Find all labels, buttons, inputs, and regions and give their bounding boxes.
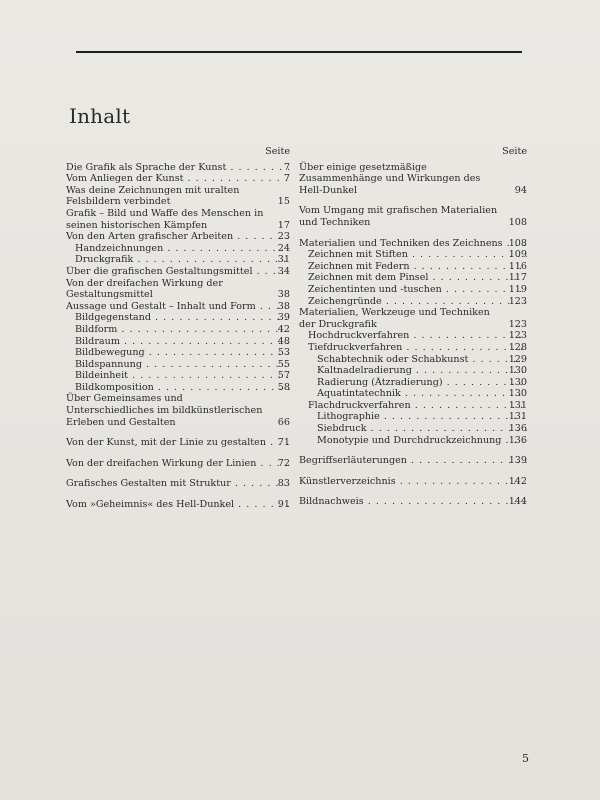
toc-entry-page: 123	[508, 295, 527, 307]
toc-entry-title: Zeichnen mit dem Pinsel . . .	[308, 272, 527, 284]
toc-entry-title: Bildkomposition . . .	[75, 382, 290, 394]
toc-entry	[66, 243, 290, 255]
toc-entry	[299, 249, 527, 261]
page-number: 5	[522, 752, 529, 765]
toc-entry-title: Zeichentinten und -tuschen . . .	[308, 284, 527, 296]
toc-entry-title: Was deine Zeichnungen mit uralten Felsbildern verbindet	[66, 184, 240, 208]
toc-entry-title: Die Grafik als Sprache der Kunst . . .	[66, 162, 290, 174]
toc-entry-page: 130	[508, 376, 527, 388]
toc-entry-title: Kaltnadelradierung . . .	[317, 365, 527, 377]
toc-entry-page: 144	[508, 496, 527, 508]
toc-entry	[299, 400, 527, 412]
toc-entry-title: Bildgegenstand . . .	[75, 312, 290, 324]
toc-entry-page: 34	[277, 265, 290, 277]
toc-entry-title: Siebdruck . . .	[317, 423, 527, 435]
toc-entry	[66, 499, 290, 511]
toc-entry-title: Lithographie . . .	[317, 411, 527, 423]
toc-entry-page: 131	[508, 411, 527, 423]
toc-entry	[299, 435, 527, 447]
toc-entry	[299, 238, 527, 250]
toc-entry-page: 58	[277, 381, 290, 393]
toc-spacer	[299, 487, 527, 496]
toc-entry-page: 42	[277, 323, 290, 335]
toc-entry	[66, 231, 290, 243]
toc-entry	[299, 296, 527, 308]
toc-entry	[299, 423, 527, 435]
toc-entry-title: Aquatintatechnik . . .	[317, 388, 527, 400]
toc-entry-page: 131	[508, 399, 527, 411]
seite-header-left: Seite	[265, 146, 290, 157]
toc-entry	[66, 478, 290, 490]
toc-spacer	[66, 469, 290, 478]
toc-entry	[66, 393, 290, 428]
toc-entry-page: 24	[277, 242, 290, 254]
toc-entry-title: Grafisches Gestalten mit Struktur . . .	[66, 478, 290, 490]
top-rule	[76, 51, 522, 53]
toc-entry-page: 57	[277, 370, 290, 382]
toc-entry-title: Von der dreifachen Wirkung der Linien . . .	[66, 458, 290, 470]
toc-entry-title: Flachdruckverfahren . . .	[308, 400, 527, 412]
toc-entry-title: Vom Anliegen der Kunst . . .	[66, 173, 290, 185]
toc-entry	[299, 365, 527, 377]
toc-entry-page: 15	[277, 196, 290, 208]
toc-entry	[66, 173, 290, 185]
toc-entry-page: 123	[508, 330, 527, 342]
toc-entry-page: 55	[277, 358, 290, 370]
toc-entry-title: Radierung (Ätzradierung) . . .	[317, 377, 527, 389]
toc-entry-page: 108	[508, 216, 527, 228]
toc-entry-title: Materialien und Techniken des Zeichnens . . .	[299, 238, 527, 250]
toc-entry	[66, 324, 290, 336]
toc-entry-page: 31	[277, 254, 290, 266]
toc-entry-page: 128	[508, 341, 527, 353]
toc-entry-page: 66	[277, 416, 290, 428]
toc-entry-title: Bildraum . . .	[75, 336, 290, 348]
toc-entry-page: 71	[277, 437, 290, 449]
toc-entry-title: Bildnachweis . . .	[299, 496, 527, 508]
toc-entry-title: Monotypie und Durchdruckzeichnung . . .	[317, 435, 527, 447]
toc-entry	[66, 162, 290, 174]
toc-entry-title: Aussage und Gestalt – Inhalt und Form . . .	[66, 301, 290, 313]
toc-entry-title: Bildbewegung . . .	[75, 347, 290, 359]
toc-entry-page: 142	[508, 475, 527, 487]
toc-spacer	[66, 428, 290, 437]
toc-entry-page: 130	[508, 365, 527, 377]
toc-entry-title: Von der Kunst, mit der Linie zu gestalten . . .	[66, 437, 290, 449]
toc-entry-title: Bildeinheit . . .	[75, 370, 290, 382]
toc-left-column	[66, 146, 290, 511]
toc-entry	[299, 284, 527, 296]
toc-entry-page: 39	[277, 312, 290, 324]
toc-entry-title: Materialien, Werkzeuge und Techniken der Druckgrafik	[299, 307, 490, 330]
toc-entry-page: 83	[277, 478, 290, 490]
toc-entry-page: 116	[508, 260, 527, 272]
toc-entry	[299, 455, 527, 467]
toc-entry-title: Vom »Geheimnis« des Hell-Dunkel . . .	[66, 499, 290, 511]
toc-entry-title: Zeichnen mit Federn . . .	[308, 261, 527, 273]
toc-right-column	[299, 146, 527, 508]
toc-entry-title: Bildspannung . . .	[75, 359, 290, 371]
toc-entry-page: 109	[508, 249, 527, 261]
toc-entry	[66, 359, 290, 371]
toc-entry-page: 53	[277, 347, 290, 359]
toc-entry-page: 119	[508, 283, 527, 295]
toc-entry-page: 23	[277, 231, 290, 243]
toc-entry	[66, 336, 290, 348]
toc-entry-title: Von der dreifachen Wirkung der Gestaltungsmittel	[66, 277, 223, 301]
toc-entry	[299, 261, 527, 273]
toc-entry-title: Grafik – Bild und Waffe des Menschen in seinen historischen Kämpfen	[66, 207, 264, 231]
toc-entry-title: Künstlerverzeichnis . . .	[299, 476, 527, 488]
toc-entry	[66, 458, 290, 470]
toc-entry	[66, 208, 290, 231]
toc-entry	[66, 382, 290, 394]
toc-entry-page: 17	[277, 219, 290, 231]
toc-entry	[299, 342, 527, 354]
toc-entry-title: Über die grafischen Gestaltungsmittel . . .	[66, 266, 290, 278]
toc-entry-title: Hochdruckverfahren . . .	[308, 330, 527, 342]
toc-spacer	[299, 229, 527, 238]
toc-entry-page: 136	[508, 423, 527, 435]
toc-entry-title: Bildform . . .	[75, 324, 290, 336]
toc-entry	[66, 278, 290, 301]
toc-entry-page: 91	[277, 499, 290, 511]
toc-entry	[66, 437, 290, 449]
toc-entry	[299, 411, 527, 423]
toc-entry-page: 123	[508, 318, 527, 330]
toc-spacer	[299, 467, 527, 476]
toc-spacer	[66, 490, 290, 499]
toc-entry	[66, 254, 290, 266]
toc-entry-page: 7	[283, 173, 290, 185]
toc-entry	[299, 476, 527, 488]
toc-entry-title: Zeichnen mit Stiften . . .	[308, 249, 527, 261]
toc-entry-page: 72	[277, 457, 290, 469]
toc-entry-title: Vom Umgang mit grafischen Materialien und Techniken	[299, 205, 498, 228]
toc-entry-page: 38	[277, 289, 290, 301]
toc-entry-title: Tiefdruckverfahren . . .	[308, 342, 527, 354]
toc-entry-title: Zeichengründe . . .	[308, 296, 527, 308]
toc-entry-page: 48	[277, 335, 290, 347]
toc-entry-page: 136	[508, 434, 527, 446]
toc-entry	[299, 307, 527, 330]
toc-entry-page: 108	[508, 237, 527, 249]
toc-entry	[299, 388, 527, 400]
toc-entry-title: Handzeichnungen . . .	[75, 243, 290, 255]
toc-entry	[299, 330, 527, 342]
toc-entry-title: Schabtechnik oder Schabkunst . . .	[317, 354, 527, 366]
toc-entry-title: Über einige gesetzmäßige Zusammenhänge und Wirkungen des Hell-Dunkel	[299, 161, 481, 196]
toc-spacer	[299, 196, 527, 205]
toc-entry-page: 38	[277, 300, 290, 312]
seite-header-right: Seite	[502, 146, 527, 157]
toc-entry	[299, 205, 527, 228]
toc-entry-title: Druckgrafik . . .	[75, 254, 290, 266]
toc-entry-page: 129	[508, 353, 527, 365]
toc-spacer	[66, 449, 290, 458]
toc-entry	[66, 370, 290, 382]
toc-entry-title: Begriffserläuterungen . . .	[299, 455, 527, 467]
toc-entry	[299, 162, 527, 197]
toc-entry	[66, 312, 290, 324]
toc-entry-page: 7	[283, 161, 290, 173]
toc-entry-title: Über Gemeinsames und Unterschiedliches im bildkünstlerischen Erleben und Gestalten	[66, 393, 263, 428]
toc-entry	[299, 377, 527, 389]
toc-entry	[299, 272, 527, 284]
toc-entry-page: 130	[508, 388, 527, 400]
toc-entry	[66, 301, 290, 313]
toc-entry-page: 94	[514, 184, 527, 196]
toc-spacer	[299, 446, 527, 455]
toc-entry	[66, 266, 290, 278]
toc-entry	[299, 496, 527, 508]
toc-entry	[66, 185, 290, 208]
toc-entry-title: Von den Arten grafischer Arbeiten . . .	[66, 231, 290, 243]
toc-entry	[299, 354, 527, 366]
toc-entry	[66, 347, 290, 359]
toc-entry-page: 117	[508, 272, 527, 284]
toc-entry-page: 139	[508, 455, 527, 467]
page-title: Inhalt	[69, 104, 131, 128]
